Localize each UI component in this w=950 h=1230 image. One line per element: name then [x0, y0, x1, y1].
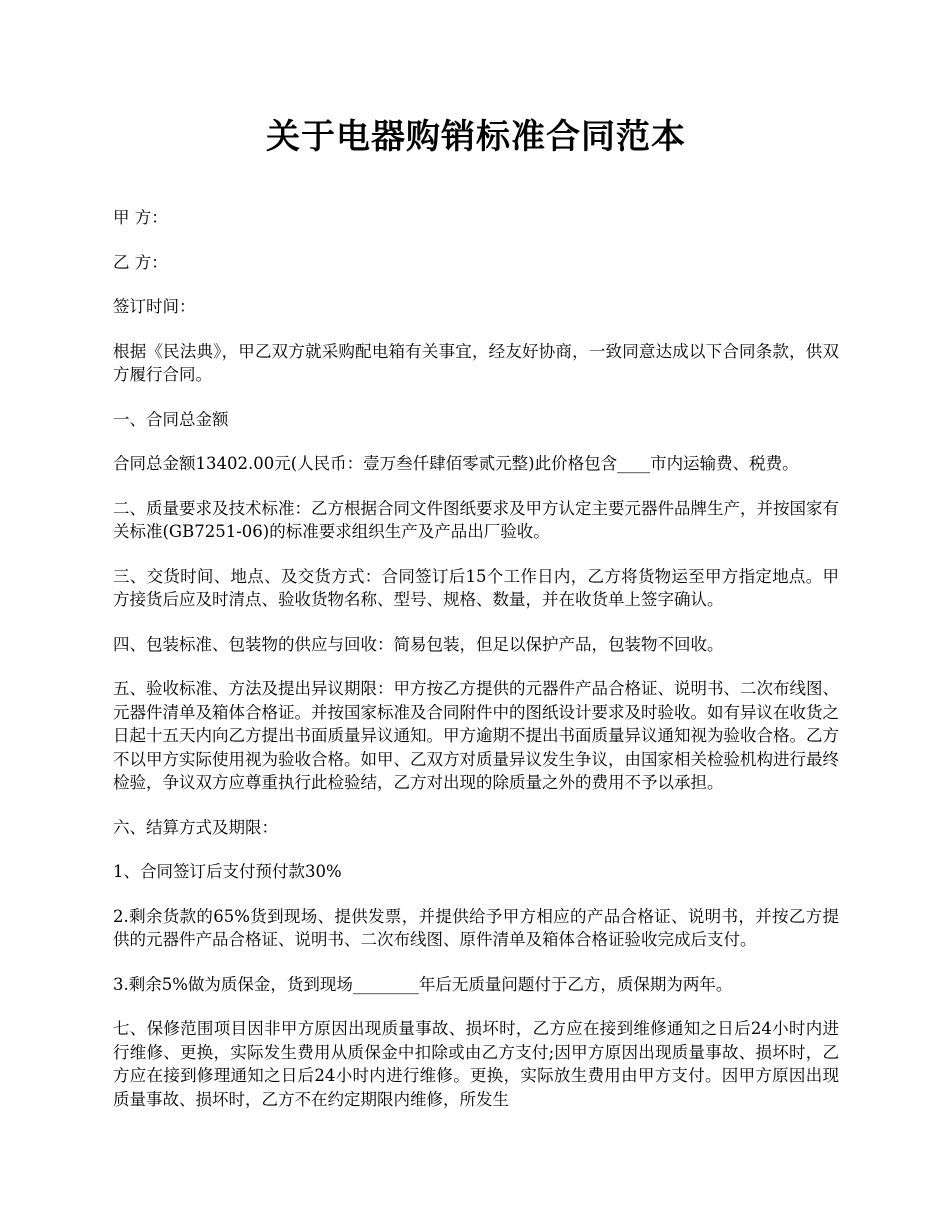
document-title: 关于电器购销标准合同范本	[266, 117, 686, 157]
section-3-paragraph: 三、交货时间、地点、及交货方式：合同签订后15个工作日内，乙方将货物运至甲方指定地点。甲方接货后应及时清点、验收货物名称、型号、规格、数量，并在收货单上签字确认。	[113, 566, 839, 609]
section-7-paragraph: 七、保修范围项目因非甲方原因出现质量事故、损坏时，乙方应在接到维修通知之日后24小时内进行维修、更换，实际发生费用从质保金中扣除或由乙方支付;因甲方原因出现质量事故、损坏时，乙方应在接到修理通知之日后24小时内进行维修。更换，实际放生费用由甲方支付。因甲方原因出现质量事故、损坏时，乙方不在约定期限内维修，所发生	[113, 1019, 839, 1109]
party-a-line: 甲 方：	[113, 208, 168, 227]
section-6-item-2: 2.剩余货款的65%货到现场、提供发票，并提供给予甲方相应的产品合格证、说明书，并按乙方提供的元器件产品合格证、说明书、二次布线图、原件清单及箱体合格证验收完成后支付。	[113, 906, 839, 949]
section-5-paragraph: 五、验收标准、方法及提出异议期限：甲方按乙方提供的元器件产品合格证、说明书、二次布线图、元器件清单及箱体合格证。并按国家标准及合同附件中的图纸设计要求及时验收。如有异议在收货之日起十五天内向乙方提出书面质量异议通知。甲方逾期不提出书面质量异议通知视为验收合格。乙方不以甲方实际使用视为验收合格。如甲、乙双方对质量异议发生争议，由国家相关检验机构进行最终检验，争议双方应尊重执行此检验结，乙方对出现的除质量之外的费用不予以承担。	[113, 679, 839, 792]
section-1-heading: 一、合同总金额	[113, 409, 229, 429]
section-6-item-3: 3.剩余5%做为质保金，货到现场________年后无质量问题付于乙方，质保期为两年。	[113, 974, 733, 994]
section-6-item-1: 1、合同签订后支付预付款30%	[113, 862, 342, 881]
section-6-heading: 六、结算方式及期限：	[113, 817, 278, 837]
intro-paragraph: 根据《民法典》，甲乙双方就采购配电箱有关事宜，经友好协商，一致同意达成以下合同条款，供双方履行合同。	[113, 341, 839, 384]
section-2-paragraph: 二、质量要求及技术标准：乙方根据合同文件图纸要求及甲方认定主要元器件品牌生产，并按国家有关标准(GB7251-06)的标准要求组织生产及产品出厂验收。	[113, 498, 839, 541]
document-page	[113, 112, 839, 1132]
section-4-paragraph: 四、包装标准、包装物的供应与回收：简易包装，但足以保护产品，包装物不回收。	[113, 634, 724, 654]
sign-date-line: 签订时间：	[113, 297, 196, 316]
party-b-line: 乙 方：	[113, 252, 168, 272]
section-1-body: 合同总金额13402.00元(人民币：壹万叁仟肆佰零贰元整)此价格包含____市内运输费、税费。	[113, 454, 799, 473]
